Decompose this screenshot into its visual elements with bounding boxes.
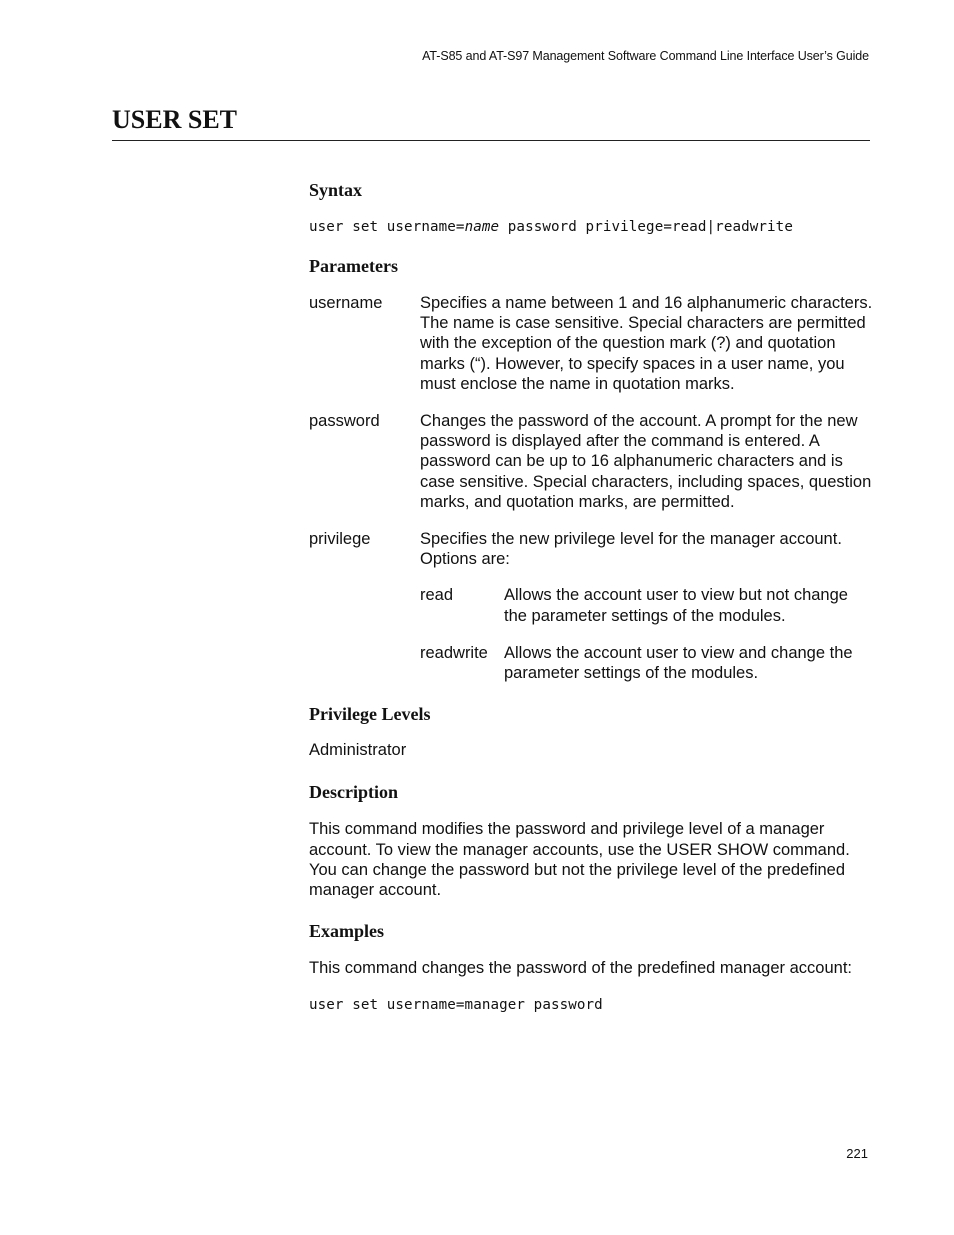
parameter-description: Changes the password of the account. A prompt for the new password is displayed after the command is entered. A password can be up to 16 alphanumeric characters and is case sensitive. Special characters, including spaces, question marks, and quotation marks, are permitted. <box>420 412 872 511</box>
parameter-row-privilege <box>309 529 875 683</box>
parameter-row-password <box>309 411 875 512</box>
option-name: read <box>420 586 454 605</box>
parameter-name: privilege <box>309 530 371 549</box>
option-row-readwrite <box>420 643 875 683</box>
syntax-part-2: password privilege=read|readwrite <box>499 219 793 235</box>
page-title: USER SET <box>112 105 237 134</box>
syntax-part-1: user set username= <box>309 219 465 235</box>
privilege-levels-heading: Privilege Levels <box>309 704 431 725</box>
example-code: user set username=manager password <box>309 997 603 1014</box>
option-description: Allows the account user to view but not change the parameter settings of the modules. <box>504 586 848 625</box>
option-row-read <box>420 585 875 625</box>
title-divider <box>112 140 870 141</box>
parameter-description-block <box>420 529 875 683</box>
option-name: readwrite <box>420 643 488 662</box>
parameter-description: Specifies the new privilege level for the manager account. Options are: <box>420 530 842 569</box>
parameter-name: password <box>309 412 380 431</box>
running-header: AT-S85 and AT-S97 Management Software Command Line Interface User’s Guide <box>422 49 869 63</box>
main-content <box>309 179 875 1015</box>
parameters-heading: Parameters <box>309 256 398 276</box>
option-description: Allows the account user to view and change the parameter settings of the modules. <box>504 643 853 683</box>
privilege-levels-text: Administrator <box>309 741 407 760</box>
syntax-placeholder: name <box>464 219 500 235</box>
parameter-name: username <box>309 294 383 312</box>
description-text: This command modifies the password and privilege level of a manager account. To view the manager accounts, use the USER SHOW command. You can change the password but not the privilege level of the predefined manager account. <box>309 820 850 900</box>
page-number: 221 <box>846 1146 868 1161</box>
description-heading: Description <box>309 782 398 803</box>
parameter-description: Specifies a name between 1 and 16 alphanumeric characters. The name is case sensitive. Special characters are permitted with the exception of the question mark (?) and quotation marks (“). However, to specify spaces in a user name, you must enclose the name in quotation marks. <box>420 294 873 393</box>
syntax-code <box>309 217 875 237</box>
examples-heading: Examples <box>309 921 385 942</box>
parameter-row-username <box>309 293 875 394</box>
examples-intro: This command changes the password of the predefined manager account: <box>309 959 852 978</box>
syntax-heading: Syntax <box>309 180 363 200</box>
